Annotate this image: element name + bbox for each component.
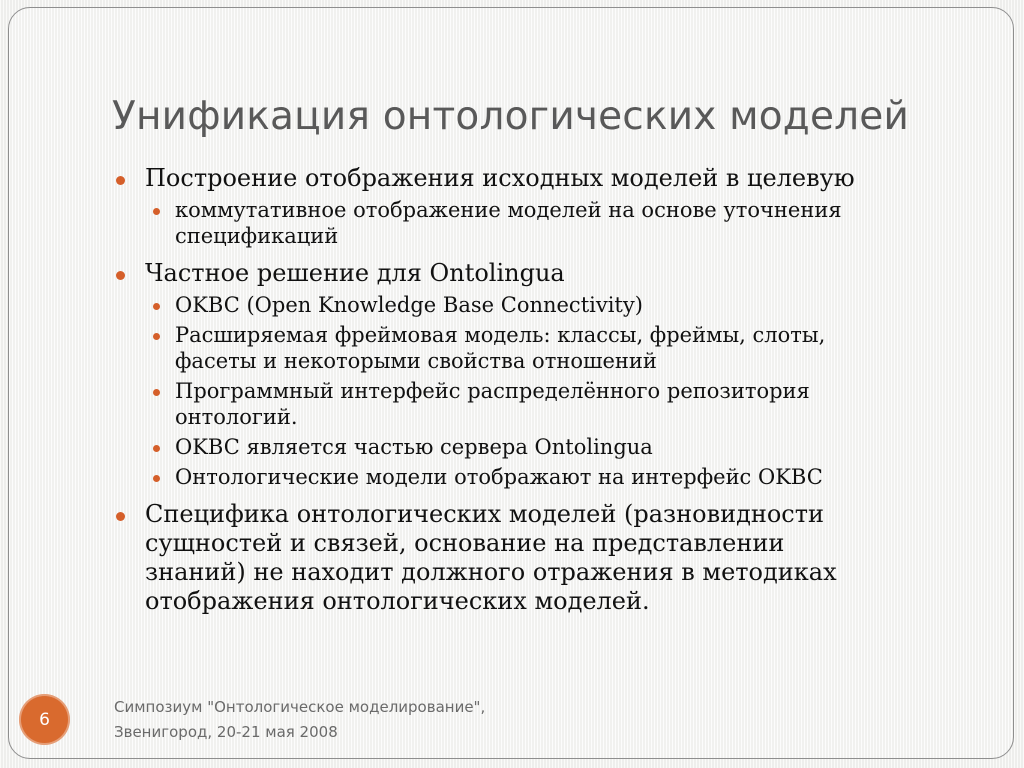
sub-bullet-line: Расширяемая фреймовая модель: классы, фреймы, слоты,	[175, 323, 826, 347]
bullet-dot-icon	[153, 389, 160, 396]
sub-bullet-line: коммутативное отображение моделей на основе уточнения	[175, 198, 842, 222]
footer-line: Звенигород, 20-21 мая 2008	[114, 723, 338, 741]
sub-bullet-line: Онтологические модели отображают на интерфейс OKBC	[175, 465, 823, 489]
bullet-2	[116, 259, 966, 288]
sub-bullet-2-2	[116, 322, 966, 374]
bullet-dot-icon	[153, 208, 160, 215]
sub-bullet-line: OKBC является частью сервера Ontolingua	[175, 435, 653, 459]
bullet-dot-icon	[153, 445, 160, 452]
sub-bullet-line: онтологий.	[175, 405, 298, 429]
sub-bullet-2-1	[116, 292, 966, 318]
bullet-3	[116, 500, 966, 616]
bullet-3-line: отображения онтологических моделей.	[145, 587, 650, 615]
bullet-1-text: Построение отображения исходных моделей в целевую	[145, 164, 855, 192]
sub-bullet-2-4	[116, 434, 966, 460]
page-number: 6	[39, 709, 50, 730]
page-number-badge	[19, 694, 70, 745]
sub-bullet-1-1	[116, 197, 966, 249]
bullet-dot-icon	[153, 475, 160, 482]
bullet-3-line: знаний) не находит должного отражения в методиках	[145, 558, 837, 586]
bullet-1	[116, 164, 966, 193]
bullet-2-text: Частное решение для Ontolingua	[145, 259, 565, 287]
sub-bullet-2-3	[116, 378, 966, 430]
bullet-3-line: сущностей и связей, основание на представлении	[145, 529, 785, 557]
sub-bullet-2-5	[116, 464, 966, 490]
slide-content	[116, 164, 966, 616]
sub-bullet-line: фасеты и некоторыми свойства отношений	[175, 349, 657, 373]
bullet-dot-icon	[153, 303, 160, 310]
bullet-3-line: Специфика онтологических моделей (разновидности	[145, 500, 825, 528]
bullet-dot-icon	[116, 271, 125, 280]
bullet-dot-icon	[153, 333, 160, 340]
slide-title: Унификация онтологических моделей	[112, 94, 910, 139]
sub-bullet-line: Программный интерфейс распределённого репозитория	[175, 379, 810, 403]
slide-footer	[114, 695, 485, 745]
sub-bullet-line: OKBC (Open Knowledge Base Connectivity)	[175, 293, 643, 317]
bullet-dot-icon	[116, 512, 125, 521]
sub-bullet-line: спецификаций	[175, 224, 339, 248]
footer-line: Симпозиум "Онтологическое моделирование",	[114, 698, 486, 716]
bullet-dot-icon	[116, 176, 125, 185]
